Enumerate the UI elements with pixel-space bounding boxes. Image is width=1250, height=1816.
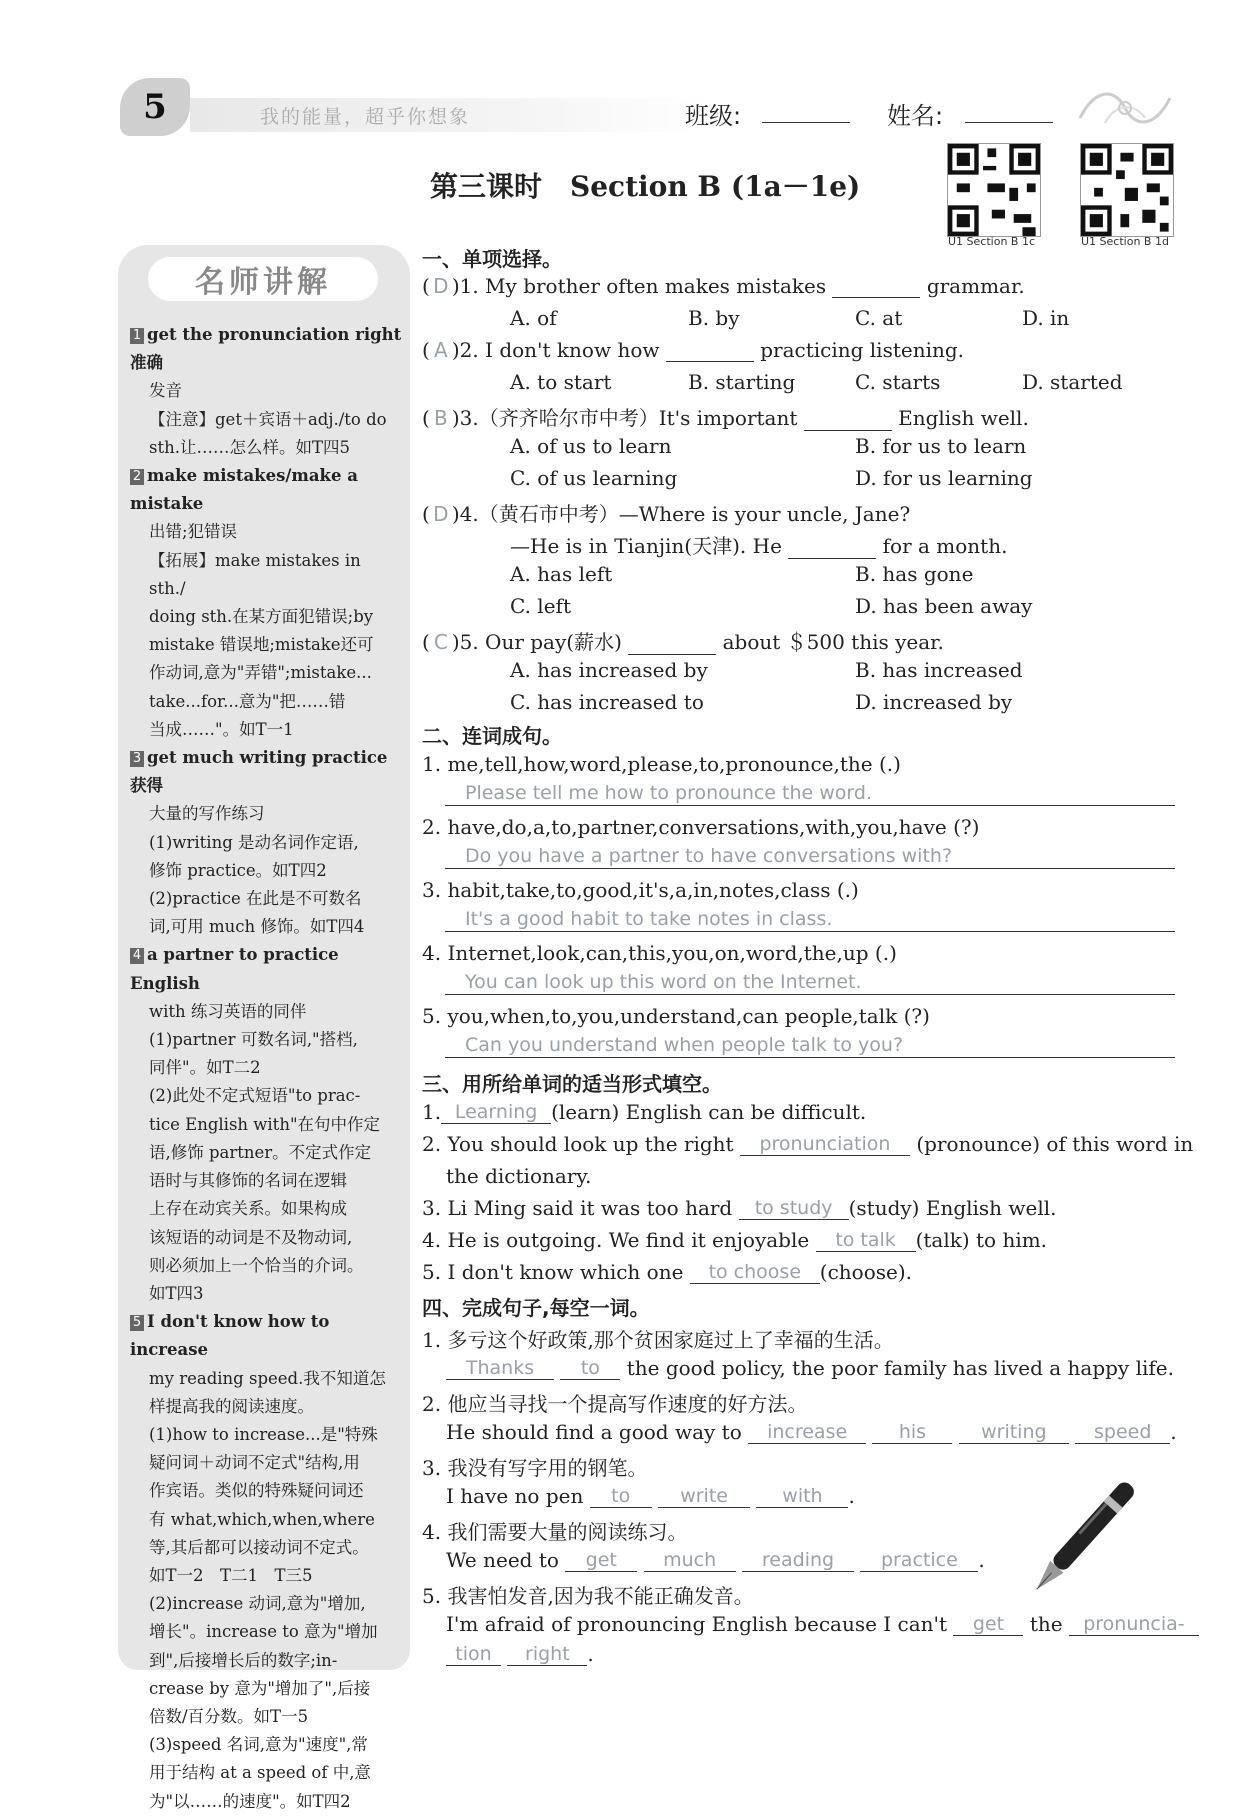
slogan: 我的能量，超乎你想象 — [260, 106, 471, 128]
mc-option: B. by — [688, 306, 740, 330]
sidebar-text: sth.让……怎么样。如T四5 — [149, 437, 350, 457]
lesson-title: 第三课时 Section B (1a－1e) — [430, 170, 861, 203]
mc-option: B. starting — [688, 370, 796, 394]
name-label: 姓名: — [887, 102, 944, 130]
answer-blank[interactable]: pronunciation — [740, 1133, 910, 1156]
sidebar-text: 疑问词＋动词不定式"结构,用 — [149, 1453, 360, 1473]
answer-blank[interactable]: right — [507, 1643, 587, 1666]
mc-stem: )4.（黄石市中考）—Where is your uncle, Jane? — [451, 502, 911, 526]
sidebar-text: with 练习英语的同伴 — [149, 1001, 307, 1021]
mc-option: A. of — [510, 306, 557, 330]
answer-blank[interactable] — [804, 430, 892, 431]
class-label: 班级: — [685, 102, 742, 130]
answer-blank[interactable] — [666, 361, 754, 362]
class-blank — [762, 122, 850, 123]
section-heading: 二、连词成句。 — [422, 724, 562, 748]
flourish-ornament-icon — [1075, 78, 1185, 138]
reorder-answer-line[interactable]: It's a good habit to take notes in class. — [445, 906, 1175, 932]
mc-question: ( B )3.（齐齐哈尔市中考）It's important English well. — [422, 406, 1029, 430]
reorder-answer-line[interactable]: Do you have a partner to have conversations with? — [445, 843, 1175, 869]
mc-option: D. for us learning — [855, 466, 1033, 490]
mc-option: C. starts — [855, 370, 941, 394]
sidebar-line — [130, 1139, 402, 1167]
sidebar-text: 为"以……的速度"。如T四2 — [149, 1791, 351, 1811]
sidebar-line — [130, 1506, 402, 1534]
mc-option: C. at — [855, 306, 903, 330]
reorder-prompt: 4. Internet,look,can,this,you,on,word,the,up (.) — [422, 941, 897, 965]
mc-answer[interactable]: D — [433, 502, 449, 526]
sidebar-line — [130, 885, 402, 913]
sidebar-text: (1)partner 可数名词,"搭档, — [149, 1030, 358, 1050]
sidebar-line — [130, 631, 402, 659]
sidebar-text: 大量的写作练习 — [149, 804, 265, 824]
sidebar-text: 作宾语。类似的特殊疑问词还 — [149, 1481, 364, 1501]
mc-option: A. has increased by — [510, 658, 708, 682]
sidebar-text: get the pronunciation right 准确 — [130, 325, 402, 373]
translation-prompt: 5. 我害怕发音,因为我不能正确发音。 — [422, 1584, 754, 1608]
mc-stem: )2. I don't know how — [451, 338, 660, 362]
mc-question: ( D )1. My brother often makes mistakes grammar. — [422, 274, 1025, 298]
sidebar-text: 【拓展】make mistakes in sth./ — [149, 550, 361, 598]
fill-text: 3. Li Ming said it was too hard — [422, 1196, 733, 1220]
mc-option: C. has increased to — [510, 690, 704, 714]
sidebar-text: 有 what,which,when,where — [149, 1509, 375, 1529]
sidebar-text: 则必须加上一个恰当的介词。 — [149, 1255, 364, 1275]
sidebar-line — [130, 547, 402, 603]
section-heading: 三、用所给单词的适当形式填空。 — [422, 1072, 722, 1096]
section-heading: 一、单项选择。 — [422, 247, 562, 271]
sidebar-text: 到",后接增长后的数字;in- — [149, 1650, 338, 1670]
sidebar-text: my reading speed.我不知道怎 — [149, 1368, 386, 1388]
sidebar-line — [130, 603, 402, 631]
mc-option: D. started — [1022, 370, 1123, 394]
answer-blank[interactable]: Thanks — [446, 1357, 554, 1380]
fill-text: (study) English well. — [848, 1196, 1057, 1220]
mc-stem: )1. My brother often makes mistakes — [451, 274, 827, 298]
translation-line: tion right . — [446, 1642, 594, 1666]
sidebar-line — [130, 913, 402, 941]
sidebar-text: take...for...意为"把……错 — [149, 691, 346, 711]
sidebar-line — [130, 1280, 402, 1308]
sidebar-text: (2)increase 动词,意为"增加, — [149, 1594, 366, 1614]
answer-blank[interactable]: to — [590, 1485, 652, 1508]
fill-item — [422, 1228, 1047, 1252]
mc-question: ( D )4.（黄石市中考）—Where is your uncle, Jane? — [422, 502, 911, 526]
sidebar-text: 发音 — [149, 381, 182, 401]
sidebar-line — [130, 321, 402, 377]
sidebar-line — [130, 800, 402, 828]
sidebar-text: 倍数/百分数。如T一5 — [149, 1706, 309, 1726]
mc-stem: —He is in Tianjin(天津). He — [510, 534, 782, 558]
sidebar-text: tice English with"在句中作定 — [149, 1114, 381, 1134]
answer-blank[interactable]: to talk — [816, 1229, 916, 1252]
page-number: 5 — [120, 78, 190, 136]
fill-text: We need to — [446, 1548, 559, 1572]
sidebar-text: (1)writing 是动名词作定语, — [149, 832, 359, 852]
fill-text: He should find a good way to — [446, 1420, 742, 1444]
sidebar-line — [130, 744, 402, 800]
fill-text: the good policy, the poor family has lived a happy life. — [626, 1356, 1174, 1380]
sidebar-line — [130, 1534, 402, 1562]
reorder-prompt: 2. have,do,a,to,partner,conversations,with,you,have (?) — [422, 815, 980, 839]
mc-option: D. increased by — [855, 690, 1013, 714]
sidebar-line — [130, 462, 402, 518]
answer-blank[interactable]: write — [658, 1485, 750, 1508]
sidebar-line — [130, 1759, 402, 1787]
sidebar-line — [130, 1675, 402, 1703]
answer-blank[interactable]: to study — [739, 1197, 849, 1220]
sidebar-line — [130, 1026, 402, 1054]
translation-line — [446, 1612, 1199, 1636]
fill-text: the dictionary. — [446, 1164, 592, 1188]
sidebar-text: a partner to practice English — [130, 945, 339, 993]
translation-line: We need to get much reading practice . — [446, 1548, 985, 1572]
mc-stem: English well. — [898, 406, 1029, 430]
sidebar-line — [130, 518, 402, 546]
answer-blank[interactable]: writing — [959, 1421, 1069, 1444]
sidebar-line — [130, 1477, 402, 1505]
sidebar-text: 该短语的动词是不及物动词, — [149, 1227, 353, 1247]
sidebar-line — [130, 1111, 402, 1139]
sidebar-text: 样提高我的阅读速度。 — [149, 1396, 314, 1416]
fill-text: 1. — [422, 1100, 442, 1124]
mc-option: B. has increased — [855, 658, 1023, 682]
note-number-badge: 3 — [130, 751, 144, 767]
mc-option: A. of us to learn — [510, 434, 672, 458]
sidebar-line — [130, 1167, 402, 1195]
translation-prompt: 3. 我没有写字用的钢笔。 — [422, 1456, 648, 1480]
mc-question: ( C )5. Our pay(薪水) about ＄500 this year. — [422, 630, 944, 654]
sidebar-text: doing sth.在某方面犯错误;by — [149, 607, 374, 627]
translation-prompt: 2. 他应当寻找一个提高写作速度的好方法。 — [422, 1392, 808, 1416]
sidebar-text: 修饰 practice。如T四2 — [149, 860, 327, 880]
sidebar-line — [130, 998, 402, 1026]
reorder-prompt: 5. you,when,to,you,understand,can people,talk (?) — [422, 1004, 930, 1028]
note-number-badge: 1 — [130, 328, 144, 344]
sidebar-line — [130, 1590, 402, 1618]
fill-text: I'm afraid of pronouncing English because I can't — [446, 1612, 948, 1636]
fill-text: (talk) to him. — [915, 1228, 1048, 1252]
sidebar-text: 当成……"。如T一1 — [149, 719, 294, 739]
sidebar-line — [130, 688, 402, 716]
sidebar-text: 如T一2 T二1 T三5 — [149, 1565, 313, 1585]
mc-answer[interactable]: B — [433, 406, 448, 430]
sidebar-line — [130, 1788, 402, 1816]
translation-prompt: 4. 我们需要大量的阅读练习。 — [422, 1520, 688, 1544]
sidebar-text: 用于结构 at a speed of 中,意 — [149, 1763, 371, 1783]
sidebar-text: 上存在动宾关系。如果构成 — [149, 1199, 347, 1219]
fill-item — [422, 1100, 866, 1124]
sidebar-text: (1)how to increase...是"特殊 — [149, 1424, 378, 1444]
mc-stem: )5. Our pay(薪水) — [451, 630, 622, 654]
answer-blank[interactable]: get — [565, 1549, 637, 1572]
mc-answer[interactable]: D — [433, 274, 449, 298]
sidebar-text: (2)此处不定式短语"to prac- — [149, 1086, 361, 1106]
sidebar-text: (2)practice 在此是不可数名 — [149, 889, 362, 909]
qr-caption: U1 Section B 1d — [1081, 235, 1169, 248]
mc-option: D. has been away — [855, 594, 1033, 618]
note-number-badge: 4 — [130, 948, 144, 964]
translation-line — [446, 1356, 1174, 1380]
sidebar-text: 语,修饰 partner。不定式作定 — [149, 1142, 372, 1162]
qr-code-icon[interactable] — [947, 143, 1041, 237]
mc-option: C. left — [510, 594, 571, 618]
mc-option: A. has left — [510, 562, 613, 586]
answer-blank[interactable]: get — [953, 1613, 1023, 1636]
sidebar-line — [130, 716, 402, 744]
mc-answer[interactable]: A — [433, 338, 448, 362]
sidebar-line — [130, 434, 402, 462]
answer-blank[interactable]: to — [560, 1357, 620, 1380]
sidebar-text: 语时与其修饰的名词在逻辑 — [149, 1171, 347, 1191]
sidebar-body — [130, 321, 402, 1816]
sidebar-line — [130, 1393, 402, 1421]
fill-item — [422, 1260, 912, 1284]
answer-blank[interactable]: tion — [446, 1643, 501, 1666]
reorder-answer-line[interactable]: Can you understand when people talk to you? — [445, 1032, 1175, 1058]
note-number-badge: 2 — [130, 469, 144, 485]
answer-blank[interactable] — [628, 654, 716, 655]
mc-stem: grammar. — [926, 274, 1025, 298]
sidebar-line — [130, 1647, 402, 1675]
sidebar-line — [130, 1252, 402, 1280]
fill-text: 5. I don't know which one — [422, 1260, 684, 1284]
sidebar-line — [130, 941, 402, 997]
fill-text: (pronounce) of this word in — [916, 1132, 1194, 1156]
sidebar-text: mistake 错误地;mistake还可 — [149, 635, 374, 655]
sidebar-text: make mistakes/make a mistake — [130, 466, 358, 514]
mc-stem: )3.（齐齐哈尔市中考）It's important — [451, 406, 798, 430]
sidebar-line — [130, 377, 402, 405]
sidebar-line — [130, 1082, 402, 1110]
mc-stem: for a month. — [882, 534, 1008, 558]
sidebar-line — [130, 659, 402, 687]
reorder-answer-line[interactable]: You can look up this word on the Internet. — [445, 969, 1175, 995]
answer-blank[interactable]: practice — [860, 1549, 978, 1572]
qr-caption: U1 Section B 1c — [948, 235, 1036, 248]
fill-item — [422, 1132, 1193, 1156]
translation-prompt: 1. 多亏这个好政策,那个贫困家庭过上了幸福的生活。 — [422, 1328, 894, 1352]
sidebar-text: 出错;犯错误 — [149, 522, 238, 542]
sidebar-line — [130, 1731, 402, 1759]
translation-line: I have no pen to write with . — [446, 1484, 855, 1508]
answer-blank[interactable]: with — [756, 1485, 848, 1508]
answer-blank[interactable]: to choose — [690, 1261, 820, 1284]
fill-item — [422, 1196, 1057, 1220]
sidebar-line — [130, 1308, 402, 1364]
name-blank — [965, 122, 1053, 123]
sidebar-line — [130, 1703, 402, 1731]
mc-stem: about ＄500 this year. — [722, 630, 944, 654]
sidebar-text: 词,可用 much 修饰。如T四4 — [149, 917, 365, 937]
answer-blank[interactable]: much — [644, 1549, 736, 1572]
fill-text: (choose). — [819, 1260, 913, 1284]
sidebar-line — [130, 829, 402, 857]
reorder-prompt: 1. me,tell,how,word,please,to,pronounce,the (.) — [422, 752, 901, 776]
reorder-answer-line[interactable]: Please tell me how to pronounce the word. — [445, 780, 1175, 806]
answer-blank[interactable]: reading — [742, 1549, 854, 1572]
sidebar-text: 如T四3 — [149, 1283, 204, 1303]
mc-stem: practicing listening. — [760, 338, 965, 362]
fill-text: 4. He is outgoing. We find it enjoyable — [422, 1228, 810, 1252]
sidebar-text: 作动词,意为"弄错";mistake... — [149, 663, 372, 683]
sidebar-line — [130, 1449, 402, 1477]
answer-blank[interactable]: Learning — [441, 1101, 551, 1124]
mc-option: B. for us to learn — [855, 434, 1027, 458]
mc-option: D. in — [1022, 306, 1070, 330]
sidebar-text: 增长"。increase to 意为"增加 — [149, 1622, 378, 1642]
answer-blank[interactable]: speed — [1075, 1421, 1170, 1444]
note-number-badge: 5 — [130, 1315, 144, 1331]
mc-question: ( A )2. I don't know how practicing listening. — [422, 338, 965, 362]
answer-blank[interactable]: pronuncia- — [1069, 1613, 1199, 1636]
fill-text: I have no pen — [446, 1484, 584, 1508]
translation-line: He should find a good way to increase his writing speed . — [446, 1420, 1177, 1444]
mc-answer[interactable]: C — [433, 630, 448, 654]
sidebar-line — [130, 406, 402, 434]
page-header — [120, 78, 1180, 138]
mc-option: B. has gone — [855, 562, 974, 586]
sidebar-text: 等,其后都可以接动词不定式。 — [149, 1537, 369, 1557]
fill-text: 2. You should look up the right — [422, 1132, 734, 1156]
sidebar-line — [130, 1054, 402, 1082]
fill-text: (learn) English can be difficult. — [551, 1100, 867, 1124]
mc-option: A. to start — [510, 370, 612, 394]
qr-code-icon[interactable] — [1080, 143, 1174, 237]
mc-option: C. of us learning — [510, 466, 678, 490]
sidebar-line — [130, 1224, 402, 1252]
answer-blank[interactable]: increase — [748, 1421, 866, 1444]
mc-stem-line2 — [510, 530, 1007, 559]
reorder-prompt: 3. habit,take,to,good,it's,a,in,notes,class (.) — [422, 878, 859, 902]
sidebar-line — [130, 1195, 402, 1223]
sidebar-line — [130, 1421, 402, 1449]
sidebar-text: crease by 意为"增加了",后接 — [149, 1678, 371, 1698]
answer-blank[interactable] — [832, 297, 920, 298]
answer-blank[interactable]: his — [872, 1421, 952, 1444]
sidebar-line — [130, 857, 402, 885]
sidebar-line — [130, 1562, 402, 1590]
section-heading: 四、完成句子,每空一词。 — [422, 1296, 650, 1320]
fountain-pen-icon — [1020, 1450, 1180, 1600]
sidebar-text: 同伴"。如T二2 — [149, 1058, 261, 1078]
sidebar-text: I don't know how to increase — [130, 1312, 330, 1360]
sidebar-line — [130, 1618, 402, 1646]
teacher-notes-sidebar — [118, 245, 410, 1811]
sidebar-line — [130, 1365, 402, 1393]
sidebar-text: 【注意】get＋宾语＋adj./to do — [149, 409, 387, 429]
sidebar-text: get much writing practice 获得 — [130, 748, 388, 796]
sidebar-heading: 名师讲解 — [148, 257, 378, 301]
answer-blank[interactable] — [788, 558, 876, 559]
sidebar-text: (3)speed 名词,意为"速度",常 — [149, 1735, 368, 1755]
fill-text: the — [1029, 1612, 1063, 1636]
